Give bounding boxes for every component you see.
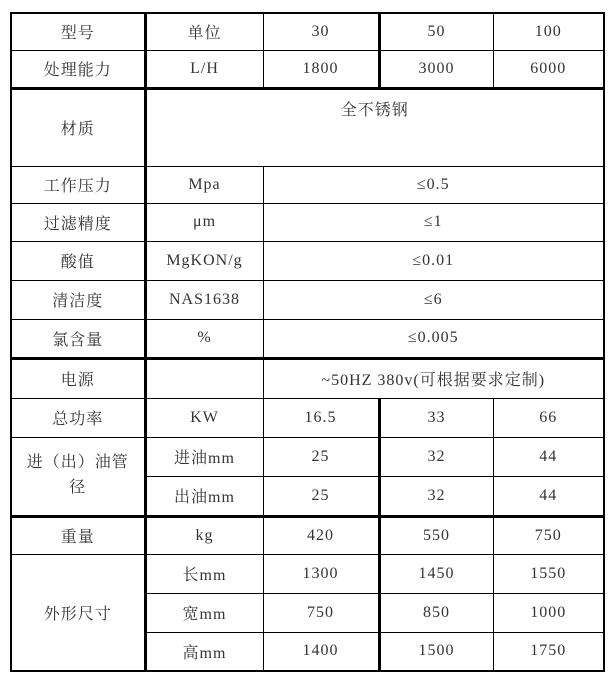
filtration-label: 过滤精度 — [11, 203, 145, 241]
pipe-outlet-unit: 出油mm — [145, 476, 263, 516]
weight-value-50: 550 — [379, 516, 493, 554]
dimension-height-value-50: 1500 — [379, 632, 493, 671]
total-power-unit: KW — [145, 398, 263, 437]
model-100-cell: 100 — [493, 13, 604, 50]
dimension-length-value-50: 1450 — [379, 554, 493, 593]
model-header-label: 型号 — [11, 13, 145, 50]
chlorine-unit: % — [145, 319, 263, 358]
capacity-label: 处理能力 — [11, 50, 145, 88]
dimension-height-value-30: 1400 — [263, 632, 379, 671]
row-pressure — [11, 166, 604, 203]
dimension-width-value-30: 750 — [263, 593, 379, 632]
row-dimension-length — [11, 554, 604, 593]
row-power-supply — [11, 358, 604, 398]
pressure-label: 工作压力 — [11, 166, 145, 203]
weight-value-100: 750 — [493, 516, 604, 554]
row-capacity — [11, 50, 604, 88]
material-value: 全不锈钢 — [145, 88, 604, 166]
pipe-outlet-value-30: 25 — [263, 476, 379, 516]
dimension-height-value-100: 1750 — [493, 632, 604, 671]
row-material — [11, 88, 604, 166]
pressure-unit: Mpa — [145, 166, 263, 203]
dimension-length-value-30: 1300 — [263, 554, 379, 593]
row-chlorine — [11, 319, 604, 358]
cleanliness-label: 清洁度 — [11, 280, 145, 319]
weight-value-30: 420 — [263, 516, 379, 554]
row-cleanliness — [11, 280, 604, 319]
power-supply-value: ~50HZ 380v(可根据要求定制) — [263, 358, 604, 398]
total-power-value-50: 33 — [379, 398, 493, 437]
cleanliness-value: ≤6 — [263, 280, 604, 319]
dimension-width-unit: 宽mm — [145, 593, 263, 632]
capacity-value-50: 3000 — [379, 50, 493, 88]
acid-value: ≤0.01 — [263, 241, 604, 280]
weight-unit: kg — [145, 516, 263, 554]
pipe-inlet-value-100: 44 — [493, 437, 604, 476]
total-power-value-30: 16.5 — [263, 398, 379, 437]
row-total-power — [11, 398, 604, 437]
dimension-width-value-100: 1000 — [493, 593, 604, 632]
dimension-width-value-50: 850 — [379, 593, 493, 632]
dimension-length-value-100: 1550 — [493, 554, 604, 593]
row-weight — [11, 516, 604, 554]
pipe-outlet-value-100: 44 — [493, 476, 604, 516]
material-label: 材质 — [11, 88, 145, 166]
capacity-value-100: 6000 — [493, 50, 604, 88]
pipe-inlet-value-30: 25 — [263, 437, 379, 476]
dimensions-label: 外形尺寸 — [11, 554, 145, 671]
total-power-label: 总功率 — [11, 398, 145, 437]
power-supply-unit — [145, 358, 263, 398]
pressure-value: ≤0.5 — [263, 166, 604, 203]
dimension-length-unit: 长mm — [145, 554, 263, 593]
pipe-outlet-value-50: 32 — [379, 476, 493, 516]
pipe-label: 进（出）油管径 — [11, 437, 145, 516]
pipe-inlet-unit: 进油mm — [145, 437, 263, 476]
pipe-inlet-value-50: 32 — [379, 437, 493, 476]
row-pipe-inlet — [11, 437, 604, 476]
unit-header-label: 单位 — [145, 13, 263, 50]
capacity-unit: L/H — [145, 50, 263, 88]
filtration-value: ≤1 — [263, 203, 604, 241]
filtration-unit: μm — [145, 203, 263, 241]
row-acid — [11, 241, 604, 280]
cleanliness-unit: NAS1638 — [145, 280, 263, 319]
row-model-header — [11, 13, 604, 50]
chlorine-label: 氯含量 — [11, 319, 145, 358]
acid-unit: MgKON/g — [145, 241, 263, 280]
row-filtration — [11, 203, 604, 241]
model-30-cell: 30 — [263, 13, 379, 50]
chlorine-value: ≤0.005 — [263, 319, 604, 358]
model-50-cell: 50 — [379, 13, 493, 50]
total-power-value-100: 66 — [493, 398, 604, 437]
dimension-height-unit: 高mm — [145, 632, 263, 671]
acid-label: 酸值 — [11, 241, 145, 280]
spec-table — [10, 12, 605, 672]
power-supply-label: 电源 — [11, 358, 145, 398]
capacity-value-30: 1800 — [263, 50, 379, 88]
weight-label: 重量 — [11, 516, 145, 554]
